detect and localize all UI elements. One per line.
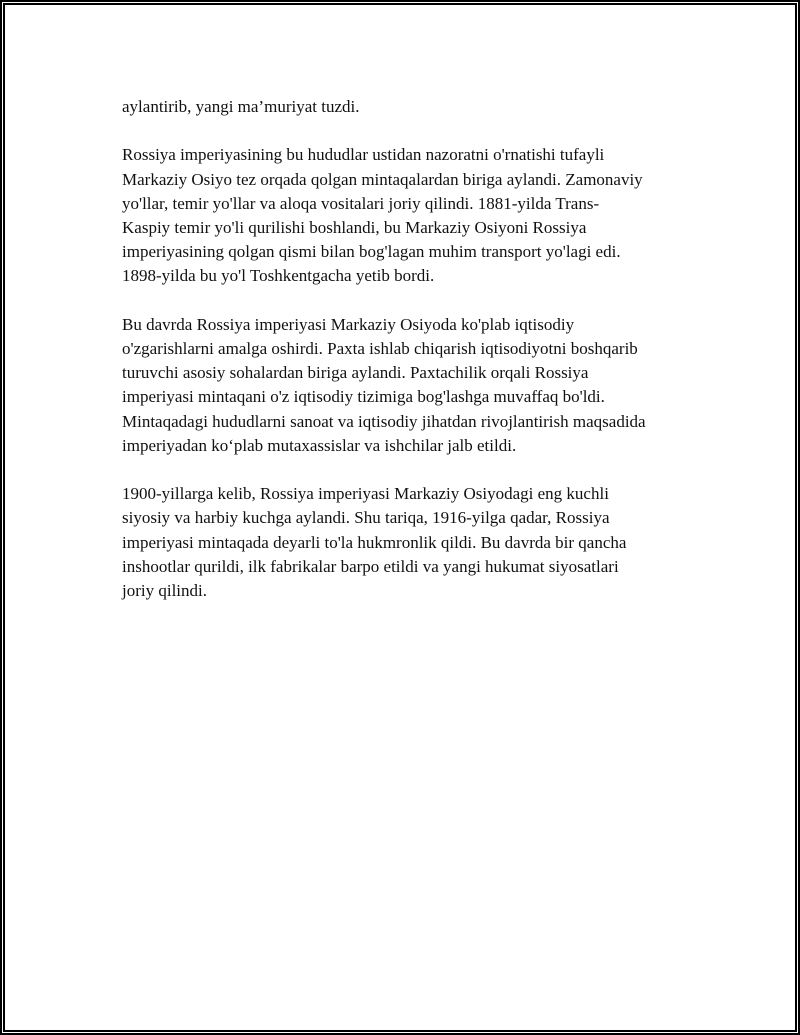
- paragraph-4: [122, 482, 702, 603]
- text-line: imperiyasi mintaqada deyarli to'la hukmronlik qildi. Bu davrda bir qancha: [122, 532, 627, 552]
- text-line: yo'llar, temir yo'llar va aloqa vositalari joriy qilindi. 1881-yilda Trans-: [122, 193, 600, 213]
- text-line: inshootlar qurildi, ilk fabrikalar barpo etildi va yangi hukumat siyosatlari: [122, 556, 619, 576]
- text-line: imperiyadan ko‘plab mutaxassislar va ishchilar jalb etildi.: [122, 435, 517, 455]
- document-body: [122, 95, 702, 627]
- text-line: Mintaqadagi hududlarni sanoat va iqtisodiy jihatdan rivojlantirish maqsadida: [122, 411, 646, 431]
- text-line: turuvchi asosiy sohalardan biriga aylandi. Paxtachilik orqali Rossiya: [122, 363, 589, 383]
- text-line: joriy qilindi.: [122, 581, 207, 601]
- text-line: o'zgarishlarni amalga oshirdi. Paxta ishlab chiqarish iqtisodiyotni boshqarib: [122, 339, 638, 358]
- text-line: imperiyasi mintaqani o'z iqtisodiy tizimiga bog'lashga muvaffaq bo'ldi.: [122, 387, 605, 407]
- text-line: siyosiy va harbiy kuchga aylandi. Shu tariqa, 1916-yilga qadar, Rossiya: [122, 508, 610, 528]
- text-line: 1898-yilda bu yo'l Toshkentgacha yetib bordi.: [122, 266, 435, 286]
- paragraph-2: [122, 143, 702, 288]
- paragraph-3: [122, 313, 702, 458]
- text-line: imperiyasining qolgan qismi bilan bog'lagan muhim transport yo'lagi edi.: [122, 242, 621, 262]
- text-line: aylantirib, yangi ma’muriyat tuzdi.: [122, 97, 360, 116]
- text-line: 1900-yillarga kelib, Rossiya imperiyasi Markaziy Osiyodagi eng kuchli: [122, 484, 609, 504]
- text-line: Bu davrda Rossiya imperiyasi Markaziy Osiyoda ko'plab iqtisodiy: [122, 314, 575, 334]
- text-line: Kaspiy temir yo'li qurilishi boshlandi, bu Markaziy Osiyoni Rossiya: [122, 218, 587, 237]
- text-line: Rossiya imperiyasining bu hududlar ustidan nazoratni o'rnatishi tufayli: [122, 145, 605, 165]
- text-line: Markaziy Osiyo tez orqada qolgan mintaqalardan biriga aylandi. Zamonaviy: [122, 169, 643, 189]
- paragraph-1: [122, 95, 702, 119]
